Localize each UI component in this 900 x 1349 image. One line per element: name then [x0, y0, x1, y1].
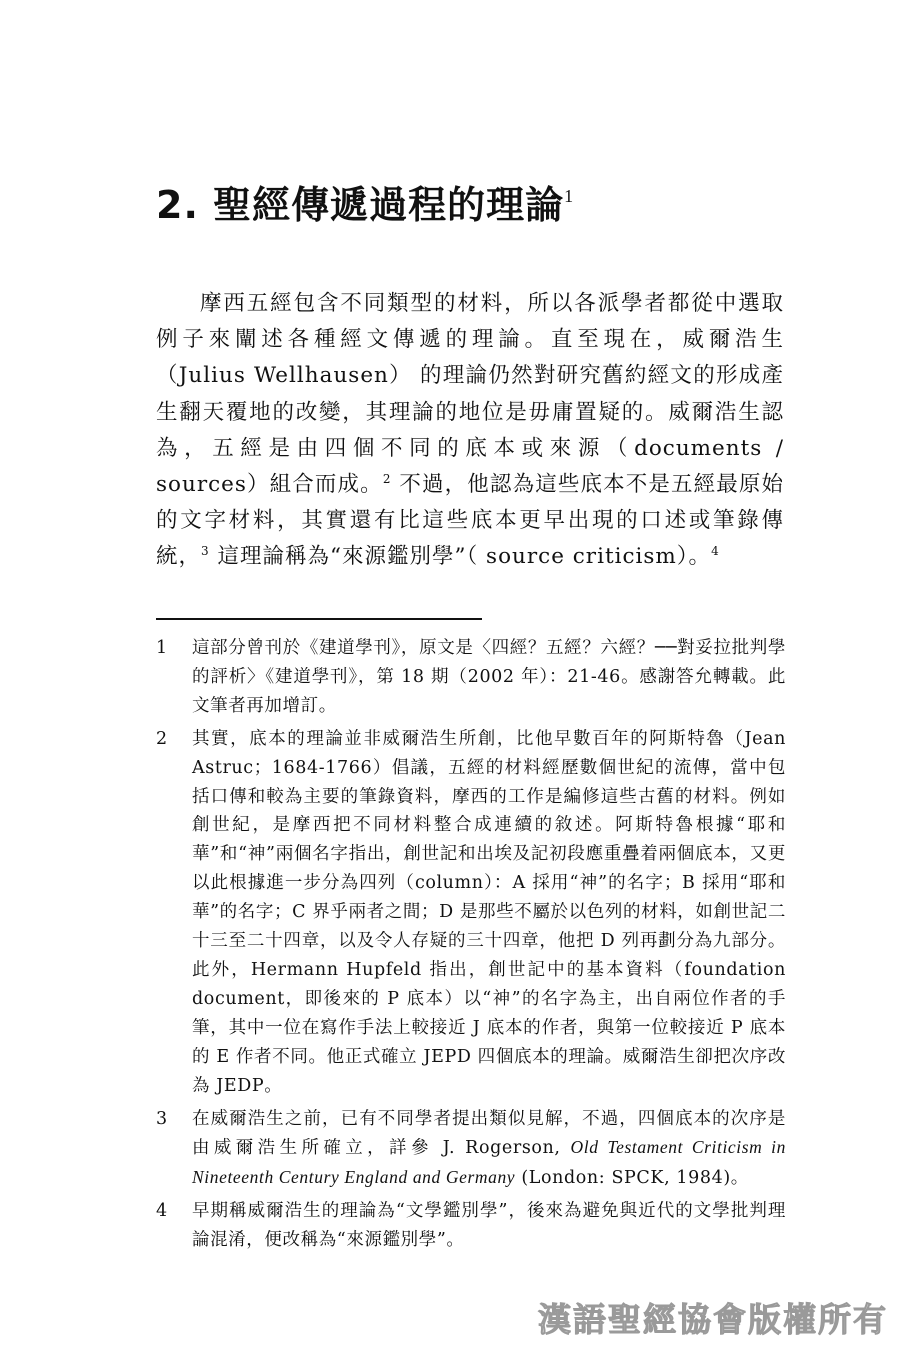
- footnote-ref-2[interactable]: 2: [382, 472, 392, 487]
- chapter-heading: [156, 168, 574, 233]
- footnote-text: 早期稱威爾浩生的理論為“文學鑑別學”，後來為避免與近代的文學批判理論混淆，便改稱為“來源鑑別學”。: [192, 1201, 786, 1251]
- body-paragraph: [156, 286, 784, 576]
- body-text-part-2: 不過，他認為這些底本不是五經最原始的文字材料，其實還有比這些底本更早出現的口述或筆錄傳統，: [156, 472, 784, 570]
- footnote-ref-4[interactable]: 4: [711, 544, 720, 559]
- footnote-1: [156, 634, 786, 721]
- footnote-separator: [156, 618, 482, 620]
- footnote-text-end: (London: SPCK, 1984)。: [515, 1168, 749, 1189]
- body-text-part-3: 這理論稱為“來源鑑別學”（ source criticism）。: [209, 544, 712, 570]
- footnote-ref-1[interactable]: 1: [564, 186, 575, 206]
- book-title: Old Testament Criticism in Nineteenth Century England and Germany: [192, 1137, 786, 1188]
- footnotes: [156, 634, 786, 1259]
- footnote-number: 2: [156, 728, 168, 749]
- footnote-3: [156, 1105, 786, 1194]
- footnote-text: 在威爾浩生之前，已有不同學者提出類似見解，不過，四個底本的次序是由威爾浩生所確立，詳參 J. Rogerson,: [192, 1108, 786, 1159]
- footnote-number: 1: [156, 638, 168, 658]
- footnote-2: [156, 725, 786, 1101]
- footnote-text: 這部分曾刊於《建道學刊》，原文是〈四經？五經？六經？──對妥拉批判學的評析〉《建道學刊》，第 18 期（2002 年）：21-46。感謝答允轉載。此文筆者再加增訂。: [192, 638, 786, 716]
- footnote-number: 3: [156, 1108, 168, 1129]
- footnote-text: 其實，底本的理論並非威爾浩生所創，比他早數百年的阿斯特魯（Jean Astruc；1684-1766）倡議，五經的材料經歷數個世紀的流傳，當中包括口傳和較為主要的筆錄資料，摩西的工作是編修這些古舊的材料。例如創世紀，是摩西把不同材料整合成連續的敘述。阿斯特魯根據“耶和華”和“神”兩個名字指出，創世記和出埃及記初段應重疊着兩個底本，又更以此根據進一步分為四列（column）：A 採用“神”的名字；B 採用“耶和華”的名字；C 界乎兩者之間；D 是那些不屬於以色列的材料，如創世記二十三至二十四章，以及令人存疑的三十四章，他把 D 列再劃分為九部分。此外，Hermann Hupfeld 指出，創世記中的基本資料（foundation document，即後來的 P 底本）以“神”的名字為主，出自兩位作者的手筆，其中一位在寫作手法上較接近 J 底本的作者，與第一位較接近 P 底本的 E 作者不同。他正式確立 JEPD 四個底本的理論。威爾浩生卻把次序改為 JEDP。: [192, 728, 786, 1096]
- body-text-part-1: 摩西五經包含不同類型的材料，所以各派學者都從中選取例子來闡述各種經文傳遞的理論。直至現在，威爾浩生（Julius Wellhausen） 的理論仍然對研究舊約經文的形成產生翻天覆地的改變，其理論的地位是毋庸置疑的。威爾浩生認為，五經是由四個不同的底本或來源（documents / sources）組合而成。: [156, 291, 784, 498]
- footnote-ref-3[interactable]: 3: [201, 544, 210, 559]
- chapter-number: 2.: [156, 183, 199, 227]
- footnote-4: [156, 1197, 786, 1255]
- copyright-watermark: 漢語聖經協會版權所有: [538, 1300, 888, 1339]
- footnote-number: 4: [156, 1201, 168, 1222]
- chapter-title: 聖經傳遞過程的理論: [213, 183, 565, 227]
